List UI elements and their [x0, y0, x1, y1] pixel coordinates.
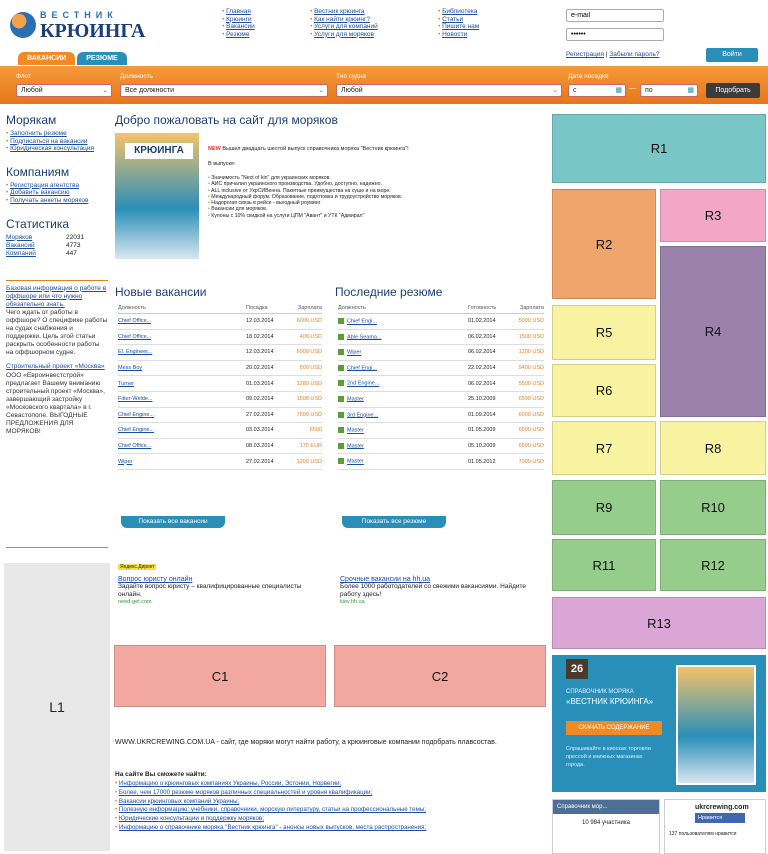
find-title: На сайте Вы сможете найти: [115, 771, 207, 778]
right-region-10[interactable]: R10 [660, 480, 766, 535]
header-nav-2 [310, 8, 400, 38]
row-position-link[interactable]: Chief Engi... [347, 365, 377, 372]
cell-date: 12.03.2014 [246, 345, 288, 361]
article-1 [6, 280, 108, 358]
date-to-value: по [645, 87, 653, 94]
table-row[interactable] [118, 360, 322, 376]
date-from-value: с [573, 87, 577, 94]
check-icon [338, 318, 344, 324]
cell-salary: 1200 USD [288, 454, 322, 470]
nav-link[interactable]: Резюме [226, 30, 250, 38]
table-row[interactable] [118, 407, 322, 423]
row-position-link[interactable]: 3rd Engine... [347, 412, 379, 419]
find-list [115, 780, 555, 833]
login-separator: | [605, 51, 608, 58]
find-button[interactable]: Подобрать [706, 83, 760, 98]
nav-link[interactable]: Новости [442, 30, 468, 38]
chevron-down-icon: ⌄ [102, 87, 108, 94]
right-region-3[interactable]: R3 [660, 189, 766, 242]
logo[interactable] [10, 8, 146, 44]
find-item[interactable]: Информацию о крюинговых компаниях Украины, России, Эстонии, Норвегии; [118, 780, 342, 787]
row-position-link[interactable]: Wiper [347, 349, 362, 356]
cell-salary: 5000 USD [512, 314, 544, 330]
stat-label[interactable]: Компаний [6, 249, 36, 257]
cell-date: 27.02.2014 [246, 454, 288, 470]
cell-salary: 400 USD [288, 329, 322, 345]
resumes-header-row [338, 303, 544, 314]
cell-date: 09.02.2014 [246, 391, 288, 407]
row-position-link[interactable]: Able Seama... [347, 334, 382, 341]
ad-2-text: Более 1000 работодателей со свежими вакансиями. Найдите работу здесь! [340, 583, 527, 598]
table-row[interactable] [338, 423, 544, 439]
issue-item: • Купоны с 10% скидкой на услуги ЦПМ "Авант" и УТК "Адмирал" [208, 213, 468, 219]
find-item[interactable]: Вакансии крюинговых компаний Украины; [118, 797, 240, 805]
cell-salary: 1500 USD [288, 391, 322, 407]
row-position-link[interactable]: Mess Boy [118, 365, 143, 372]
position-select[interactable] [120, 84, 328, 97]
show-all-vacancies-button[interactable]: Показать все вакансии [121, 516, 225, 528]
cell-date: 18.02.2014 [246, 329, 288, 345]
table-row[interactable] [118, 376, 322, 392]
cell-date: 20.02.2014 [246, 360, 288, 376]
cover-logo: КРЮИНГА [125, 143, 193, 159]
right-region-13[interactable]: R13 [552, 597, 766, 649]
right-region-8[interactable]: R8 [660, 421, 766, 475]
row-position-link[interactable]: El. Engineer... [118, 349, 153, 356]
show-all-resumes-button[interactable]: Показать все резюме [342, 516, 446, 528]
cell-salary: 170 ЕUR [288, 438, 322, 454]
date-from-input[interactable] [568, 84, 626, 97]
fleet-select[interactable] [16, 84, 112, 97]
table-row[interactable] [118, 345, 322, 361]
row-position-link[interactable]: Master [347, 458, 364, 465]
check-icon [338, 396, 344, 402]
table-row[interactable] [118, 454, 322, 470]
article-2 [6, 363, 108, 436]
promo-issue-number: 26 [566, 659, 588, 679]
companies-link[interactable]: Добавить вакансию [10, 189, 70, 197]
ad-2-url[interactable]: kiev.hh.ua [340, 599, 365, 605]
chevron-down-icon: ⌄ [318, 87, 324, 94]
table-row[interactable] [118, 314, 322, 330]
table-row[interactable] [118, 329, 322, 345]
download-contents-button[interactable]: СКАЧАТЬ СОДЕРЖАНИЕ [566, 721, 662, 735]
promo-title: «ВЕСТНИК КРЮИНГА» [566, 697, 654, 706]
table-row[interactable] [338, 314, 544, 330]
companies-link[interactable]: Регистрация агентства [10, 181, 80, 189]
stat-value: 4773 [66, 241, 81, 249]
cell-salary: 7600 USD [288, 407, 322, 423]
nav-link[interactable]: Крюинги [226, 15, 252, 23]
cell-position[interactable] [338, 360, 468, 376]
check-icon [338, 412, 344, 418]
cell-salary: 800 USD [288, 360, 322, 376]
row-position-link[interactable]: Wiper [118, 458, 133, 465]
welcome-title: Добро пожаловать на сайт для моряков [115, 113, 338, 127]
left-column [6, 113, 108, 436]
cell-position[interactable] [338, 376, 468, 392]
cell-position[interactable] [118, 345, 246, 361]
stats-row [6, 234, 84, 242]
promo-subtitle: СПРАВОЧНИК МОРЯКА [566, 689, 634, 695]
promo-text: Спрашивайте в киосках торговли прессой и книжных магазинах города. [566, 746, 651, 768]
calendar-icon[interactable]: ▦ [615, 87, 622, 94]
cell-date: 22.02.2014 [468, 360, 512, 376]
stat-value: 22031 [66, 233, 85, 241]
cell-date: 01.05.2012 [468, 454, 512, 470]
table-row[interactable] [338, 329, 544, 345]
stats-row [6, 250, 84, 258]
issue-item: • АИС причалил украинского производства. Удобно, доступно, надежно. [208, 181, 468, 187]
cell-salary: 5500 USD [512, 376, 544, 392]
logo-globe-icon [10, 12, 36, 38]
table-row[interactable] [338, 407, 544, 423]
row-position-link[interactable]: Chief Engi... [347, 318, 377, 325]
table-row[interactable] [338, 376, 544, 392]
cell-position[interactable] [338, 407, 468, 423]
col-position: Должность [338, 303, 468, 314]
cell-salary: 6500 USD [512, 423, 544, 439]
right-region-4[interactable]: R4 [660, 246, 766, 417]
article-1-text: Чего ждать от работы в оффшоре? О специфике работы на судах снабжения и поддержки. Цель этой статьи раскрыть особенности работы на оффшорном судне. [6, 308, 108, 357]
date-to-input[interactable] [640, 84, 698, 97]
cell-position[interactable] [118, 314, 246, 330]
row-position-link[interactable]: Master [347, 396, 364, 403]
col-salary: Зарплата [288, 303, 322, 314]
cell-date: 12.03.2014 [246, 314, 288, 330]
site-intro: WWW.UKRCREWING.COM.UA - сайт, где моряки могут найти работу, а крюинговые компании подобрать плавсостав. [115, 739, 497, 746]
cell-position[interactable] [338, 454, 468, 470]
filter-label-position: Должность [120, 73, 153, 80]
row-position-link[interactable]: Chief Office... [118, 333, 152, 340]
ad-1-title[interactable]: Вопрос юристу онлайн [118, 576, 193, 583]
vk-widget[interactable] [552, 799, 660, 854]
table-row[interactable] [118, 391, 322, 407]
cell-date: 06.02.2014 [468, 345, 512, 361]
vacancies-title: Новые вакансии [115, 285, 207, 299]
row-position-link[interactable]: Master [347, 427, 364, 434]
position-select-value: Все должности [125, 87, 174, 94]
nav-link[interactable]: Пишите нам [442, 23, 480, 31]
find-item[interactable]: Информацию о справочнике моряка "Вестник крюинга" - анонсы новых выпусков, места распространения; [118, 823, 427, 831]
issue-in-label: В выпуске: [208, 161, 236, 167]
vk-member-count: 10 984 участника [582, 820, 630, 826]
row-position-link[interactable]: 2nd Engine... [347, 380, 380, 387]
check-icon [338, 443, 344, 449]
row-position-link[interactable]: Chief Office... [118, 443, 152, 450]
cell-position[interactable] [338, 438, 468, 454]
stat-label[interactable]: Вакансий [6, 241, 35, 249]
row-position-link[interactable]: Master [347, 443, 364, 450]
cell-date: 01.09.2014 [468, 407, 512, 423]
cell-salary: 6000 USD [288, 314, 322, 330]
check-icon [338, 380, 344, 386]
nav-link[interactable]: Библиотека [442, 8, 478, 15]
cell-salary: 6500 USD [512, 391, 544, 407]
ad-1[interactable] [118, 576, 308, 605]
ad-label: Яндекс.Директ [120, 564, 155, 570]
promo-cover-image [676, 665, 756, 785]
filter-label-vessel-type: Тип судна [336, 73, 366, 80]
ad-2[interactable] [340, 576, 540, 605]
right-region-5[interactable]: R5 [552, 305, 656, 360]
row-position-link[interactable]: Fitter-Welde... [118, 396, 153, 403]
find-item[interactable]: Полезную информацию: учебники, справочники, морскую литературу, статьи на профессиональные темы; [118, 806, 426, 814]
issue-announcement [208, 146, 468, 219]
nav-link[interactable]: Вакансии [226, 23, 255, 31]
fleet-select-value: Любой [21, 87, 43, 94]
cell-position[interactable] [338, 329, 468, 345]
header-nav-1 [222, 8, 255, 38]
cell-salary: 6000 USD [288, 345, 322, 361]
cell-date: 06.02.2014 [468, 329, 512, 345]
cell-position[interactable] [338, 345, 468, 361]
cell-salary: 1280 USD [288, 376, 322, 392]
vessel-type-select-value: Любой [341, 87, 363, 94]
filter-label-fleet: Флот [16, 73, 32, 80]
email-input[interactable] [566, 9, 664, 22]
check-icon [338, 365, 344, 371]
new-badge: NEW [208, 146, 221, 152]
filter-bar [0, 66, 768, 104]
vacancies-table [118, 303, 322, 470]
issue-item: • ALL inclusive от УкрСИВенна. Пакетные преимущества на суше и на море. [208, 188, 468, 194]
facebook-widget[interactable] [664, 799, 766, 854]
password-input[interactable] [566, 28, 664, 41]
nav-link[interactable]: Статьи [442, 15, 464, 23]
table-row[interactable] [338, 391, 544, 407]
find-item[interactable]: Юридические консультации и поддержку моряков; [118, 815, 264, 823]
stat-value: 447 [66, 249, 77, 257]
stat-label[interactable]: Моряков [6, 233, 33, 241]
right-region-11[interactable]: R11 [552, 539, 656, 591]
main-tabs [18, 52, 129, 65]
resumes-title: Последние резюме [335, 285, 443, 299]
article-2-link[interactable]: Строительный проект «Москва» [6, 363, 105, 371]
cell-salary: 1200 USD [512, 345, 544, 361]
date-dash: — [629, 85, 636, 92]
ad-1-text: Задайте вопрос юристу – квалифицированные специалисты онлайн. [118, 583, 302, 598]
row-position-link[interactable]: Chief Office... [118, 318, 152, 325]
stats-title: Статистика [6, 216, 70, 231]
center-ad-region-1[interactable]: C1 [114, 645, 326, 707]
cell-date: 25.10.2009 [468, 391, 512, 407]
fb-site-name: ukrcrewing.com [695, 804, 749, 811]
cell-position[interactable] [118, 391, 246, 407]
left-ad-region[interactable]: L1 [4, 563, 110, 851]
issue-text: Вышел двадцать шестой выпуск справочника моряка "Вестник крюинга"! [222, 146, 409, 152]
header-nav-3 [438, 8, 479, 38]
cell-date: 01.03.2014 [246, 376, 288, 392]
find-item[interactable]: Более, чем 17000 резюме моряков различных специальностей и уровня квалификации; [118, 788, 373, 796]
cell-position[interactable] [118, 329, 246, 345]
right-region-6[interactable]: R6 [552, 364, 656, 417]
sailors-link[interactable]: Юридическая консультация [10, 145, 95, 153]
col-position: Должность [118, 303, 246, 314]
vessel-type-select[interactable] [336, 84, 562, 97]
check-icon [338, 349, 344, 355]
nav-link[interactable]: Услуги для компаний [314, 23, 378, 31]
cell-position[interactable] [338, 391, 468, 407]
right-region-7[interactable]: R7 [552, 421, 656, 475]
right-region-2[interactable]: R2 [552, 189, 656, 299]
cell-date: 01.02.2014 [468, 314, 512, 330]
cell-position[interactable] [338, 423, 468, 439]
table-row[interactable] [338, 360, 544, 376]
issue-items [208, 175, 468, 219]
sailors-link[interactable]: Заполнить резюме [10, 130, 67, 137]
cell-salary: 1500 USD [512, 329, 544, 345]
table-row[interactable] [118, 423, 322, 439]
companies-links [6, 182, 108, 205]
article-1-link[interactable]: Базовая информация о работе в оффшоре или что нужно обязательно знать. [6, 284, 107, 308]
cell-salary: 6000 USD [512, 407, 544, 423]
cell-date: 08.03.2014 [246, 438, 288, 454]
nav-link[interactable]: Главная [226, 8, 251, 15]
sailors-link[interactable]: Подписаться на вакансии [10, 137, 88, 145]
table-row[interactable] [338, 345, 544, 361]
forgot-password-link[interactable]: Забыли пароль? [609, 51, 660, 58]
table-row[interactable] [338, 454, 544, 470]
row-position-link[interactable]: Chief Engine... [118, 427, 155, 434]
sailors-links [6, 130, 108, 153]
logo-title: КРЮИНГА [40, 20, 146, 42]
row-position-link[interactable]: Turner [118, 380, 134, 387]
check-icon [338, 427, 344, 433]
cell-position[interactable] [118, 423, 246, 439]
issue-item: • Вакансии для моряков. [208, 206, 468, 212]
right-region-9[interactable]: R9 [552, 480, 656, 535]
check-icon [338, 458, 344, 464]
register-link[interactable]: Регистрация [566, 51, 604, 58]
tab-vacancies[interactable]: ВАКАНСИИ [18, 52, 75, 65]
cell-position[interactable] [118, 407, 246, 423]
filter-label-date: Дата посадки [568, 73, 609, 80]
logo-subtitle: ВЕСТНИК [40, 10, 118, 20]
row-position-link[interactable]: Chief Engine... [118, 411, 155, 418]
stats-row [6, 242, 84, 250]
left-divider [6, 547, 108, 548]
col-readiness: Готовность [468, 303, 512, 314]
col-salary: Зарплата [512, 303, 544, 314]
calendar-icon[interactable]: ▦ [687, 87, 694, 94]
issue-item: • Надорогая связь в рейсе - выгодный роуминг [208, 200, 468, 206]
cell-position[interactable] [118, 360, 246, 376]
fb-like-button[interactable]: Нравится [695, 813, 745, 823]
cell-position[interactable] [118, 438, 246, 454]
right-region-12[interactable]: R12 [660, 539, 766, 591]
article-2-text: ООО «Евроинвестстрой» предлагает Вашему вниманию строительный проект «Москва», завершающий застройку «Московского квартала» в г. Севастополе. ВЫГОДНЫЕ ПРЕДЛОЖЕНИЯ ДЛЯ МОРЯКОВ! [6, 371, 105, 436]
cell-date: 01.05.2009 [468, 423, 512, 439]
col-date: Посадка [246, 303, 288, 314]
tab-resumes[interactable]: РЕЗЮМЕ [77, 52, 126, 65]
cell-salary: 6500 [288, 423, 322, 439]
check-icon [338, 334, 344, 340]
table-row[interactable] [338, 438, 544, 454]
vk-header: Справочник мор... [553, 800, 659, 814]
ad-1-url[interactable]: need-get.com [118, 599, 152, 605]
cell-salary: 6500 USD [512, 438, 544, 454]
nav-link[interactable]: Как найти крюинг? [314, 15, 370, 23]
stats-table [6, 234, 84, 258]
cell-date: 06.02.2014 [468, 376, 512, 392]
magazine-cover[interactable] [115, 133, 199, 259]
right-region-1[interactable]: R1 [552, 114, 766, 183]
companies-title: Компаниям [6, 164, 70, 179]
cell-position[interactable] [118, 454, 246, 470]
cell-date: 03.03.2014 [246, 423, 288, 439]
nav-link[interactable]: Вестник крюинга [314, 8, 365, 15]
login-button[interactable]: Войти [706, 48, 758, 62]
companies-link[interactable]: Получать анкеты моряков [10, 196, 89, 204]
cell-date: 27.02.2014 [246, 407, 288, 423]
issue-item: • Международный форум. Образование, подготовка и трудоустройство моряков. [208, 194, 468, 200]
cell-position[interactable] [338, 314, 468, 330]
center-ad-region-2[interactable]: C2 [334, 645, 546, 707]
fb-like-count: 137 пользователям нравится [669, 831, 737, 837]
cell-salary: 9400 USD [512, 360, 544, 376]
chevron-down-icon: ⌄ [552, 87, 558, 94]
issue-item: • Значимость "Next of kin" для украинских моряков. [208, 175, 468, 181]
table-row[interactable] [118, 438, 322, 454]
magazine-promo-banner[interactable] [552, 655, 766, 792]
ad-2-title[interactable]: Срочные вакансии на hh.ua [340, 576, 431, 583]
cell-position[interactable] [118, 376, 246, 392]
sailors-title: Морякам [6, 113, 57, 127]
cell-salary: 7000 USD [512, 454, 544, 470]
resumes-table [338, 303, 544, 470]
nav-link[interactable]: Услуги для моряков [314, 30, 374, 38]
vacancies-header-row [118, 303, 322, 314]
cell-date: 05.10.2009 [468, 438, 512, 454]
